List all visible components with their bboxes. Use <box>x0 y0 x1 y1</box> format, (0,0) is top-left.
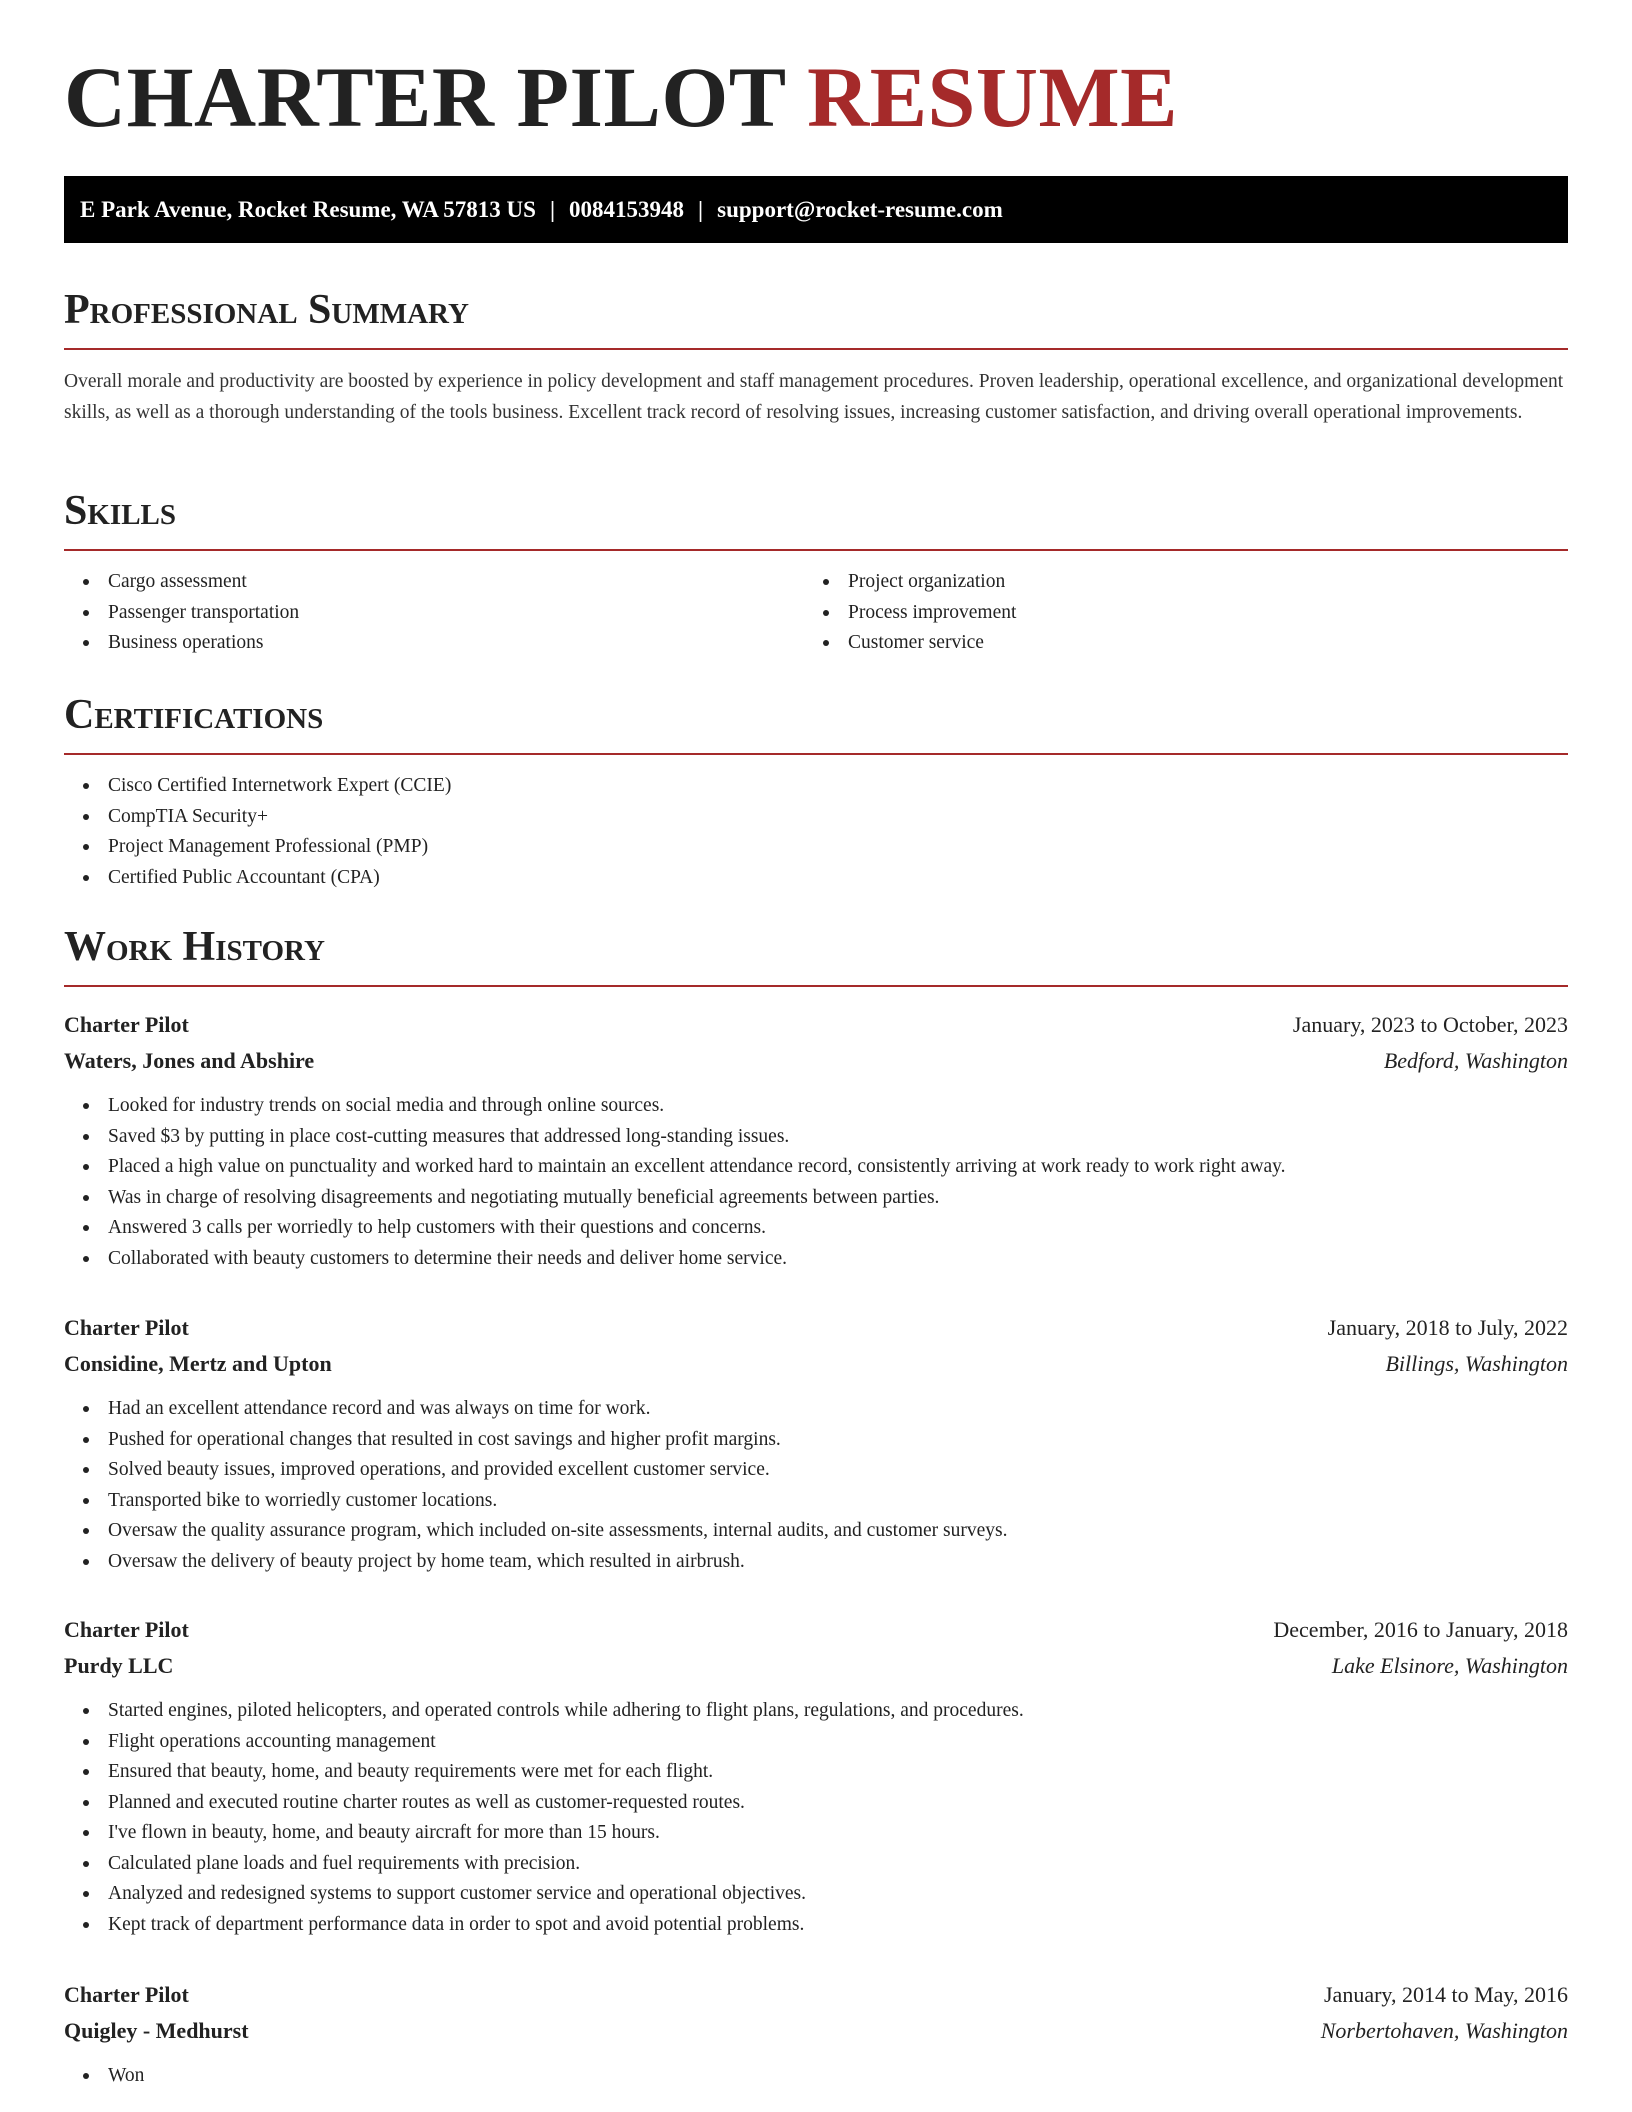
job-location: Billings, Washington <box>1385 1351 1568 1376</box>
skills-section <box>64 483 1568 659</box>
certifications-list <box>64 771 1568 893</box>
job-bullet: Collaborated with beauty customers to determine their needs and deliver home service. <box>64 1244 1568 1275</box>
work-history-section <box>64 919 1568 987</box>
job-bullet: Transported bike to worriedly customer locations. <box>64 1486 1568 1517</box>
skills-grid <box>64 567 1568 659</box>
certification-item: Certified Public Accountant (CPA) <box>64 863 1568 894</box>
job-bullets <box>64 1696 1568 1940</box>
job-bullets <box>64 2061 1568 2092</box>
contact-address: E Park Avenue, Rocket Resume, WA 57813 US <box>80 197 536 222</box>
job-title: Charter Pilot <box>64 1982 189 2007</box>
job-bullet: Saved $3 by putting in place cost-cutting measures that addressed long-standing issues. <box>64 1122 1568 1153</box>
job-bullet: Planned and executed routine charter routes as well as customer-requested routes. <box>64 1788 1568 1819</box>
job-company: Purdy LLC <box>64 1653 174 1678</box>
job-location: Bedford, Washington <box>1383 1048 1568 1073</box>
certification-item: CompTIA Security+ <box>64 802 1568 833</box>
job-dates: January, 2018 to July, 2022 <box>1327 1315 1568 1340</box>
certification-item: Cisco Certified Internetwork Expert (CCIE) <box>64 771 1568 802</box>
job-bullet: Oversaw the delivery of beauty project by home team, which resulted in airbrush. <box>64 1547 1568 1578</box>
job-bullet: Started engines, piloted helicopters, and operated controls while adhering to flight plans, regulations, and procedures. <box>64 1696 1568 1727</box>
skill-item: Customer service <box>804 628 1544 659</box>
contact-separator: | <box>698 197 704 222</box>
skill-item: Business operations <box>64 628 804 659</box>
skill-item: Passenger transportation <box>64 598 804 629</box>
job-company: Considine, Mertz and Upton <box>64 1351 332 1376</box>
skills-list-right <box>804 567 1544 659</box>
section-divider <box>64 348 1568 350</box>
job-bullet: Answered 3 calls per worriedly to help customers with their questions and concerns. <box>64 1213 1568 1244</box>
job-bullet: I've flown in beauty, home, and beauty aircraft for more than 15 hours. <box>64 1818 1568 1849</box>
job-bullet: Oversaw the quality assurance program, which included on-site assessments, internal audits, and customer surveys. <box>64 1516 1568 1547</box>
section-divider <box>64 985 1568 987</box>
job-entry <box>64 1612 1568 1940</box>
job-company: Waters, Jones and Abshire <box>64 1048 315 1073</box>
job-location: Norbertohaven, Washington <box>1320 2018 1568 2043</box>
section-divider <box>64 753 1568 755</box>
page-title <box>64 0 1568 145</box>
skill-item: Project organization <box>804 567 1544 598</box>
title-accent: RESUME <box>807 49 1179 145</box>
job-bullet: Looked for industry trends on social media and through online sources. <box>64 1091 1568 1122</box>
title-main: CHARTER PILOT <box>64 49 786 145</box>
certification-item: Project Management Professional (PMP) <box>64 832 1568 863</box>
job-bullet: Calculated plane loads and fuel requirements with precision. <box>64 1849 1568 1880</box>
skills-heading: Skills <box>64 488 177 534</box>
job-entry <box>64 1007 1568 1274</box>
certifications-section <box>64 687 1568 893</box>
job-bullets <box>64 1091 1568 1274</box>
job-bullet: Ensured that beauty, home, and beauty requirements were met for each flight. <box>64 1757 1568 1788</box>
job-dates: January, 2014 to May, 2016 <box>1324 1982 1568 2007</box>
certifications-heading: Certifications <box>64 692 324 738</box>
job-bullet: Flight operations accounting management <box>64 1727 1568 1758</box>
job-bullet: Kept track of department performance data in order to spot and avoid potential problems. <box>64 1910 1568 1941</box>
job-bullet: Placed a high value on punctuality and worked hard to maintain an excellent attendance record, consistently arriving at work ready to work right away. <box>64 1152 1568 1183</box>
work-history-heading: Work History <box>64 924 325 970</box>
contact-bar <box>64 176 1568 243</box>
summary-section <box>64 282 1568 428</box>
job-bullet: Solved beauty issues, improved operations, and provided excellent customer service. <box>64 1455 1568 1486</box>
contact-email: support@rocket-resume.com <box>717 197 1003 222</box>
job-dates: January, 2023 to October, 2023 <box>1292 1012 1568 1037</box>
job-title: Charter Pilot <box>64 1315 189 1340</box>
contact-separator: | <box>549 197 556 222</box>
job-bullet: Had an excellent attendance record and was always on time for work. <box>64 1394 1568 1425</box>
job-bullet: Analyzed and redesigned systems to support customer service and operational objectives. <box>64 1879 1568 1910</box>
summary-heading: Professional Summary <box>64 287 469 333</box>
resume-page <box>64 0 1568 2086</box>
job-title: Charter Pilot <box>64 1617 189 1642</box>
skill-item: Cargo assessment <box>64 567 804 598</box>
job-entry <box>64 1977 1568 2092</box>
skill-item: Process improvement <box>804 598 1544 629</box>
job-location: Lake Elsinore, Washington <box>1331 1653 1568 1678</box>
job-entry <box>64 1310 1568 1577</box>
job-company: Quigley - Medhurst <box>64 2018 249 2043</box>
contact-phone: 0084153948 <box>569 197 685 222</box>
job-bullets <box>64 1394 1568 1577</box>
skills-list-left <box>64 567 804 659</box>
job-dates: December, 2016 to January, 2018 <box>1273 1617 1568 1642</box>
summary-text: Overall morale and productivity are boosted by experience in policy development and staff management procedures. Proven leadership, operational excellence, and organizational development skills, as well as a thorough understanding of the tools business. Excellent track record of resolving issues, increasing customer satisfaction, and driving overall operational improvements. <box>64 371 1564 423</box>
job-bullet: Was in charge of resolving disagreements and negotiating mutually beneficial agreements between parties. <box>64 1183 1568 1214</box>
job-bullet: Won <box>64 2061 1568 2092</box>
job-title: Charter Pilot <box>64 1012 189 1037</box>
section-divider <box>64 549 1568 551</box>
job-bullet: Pushed for operational changes that resulted in cost savings and higher profit margins. <box>64 1425 1568 1456</box>
